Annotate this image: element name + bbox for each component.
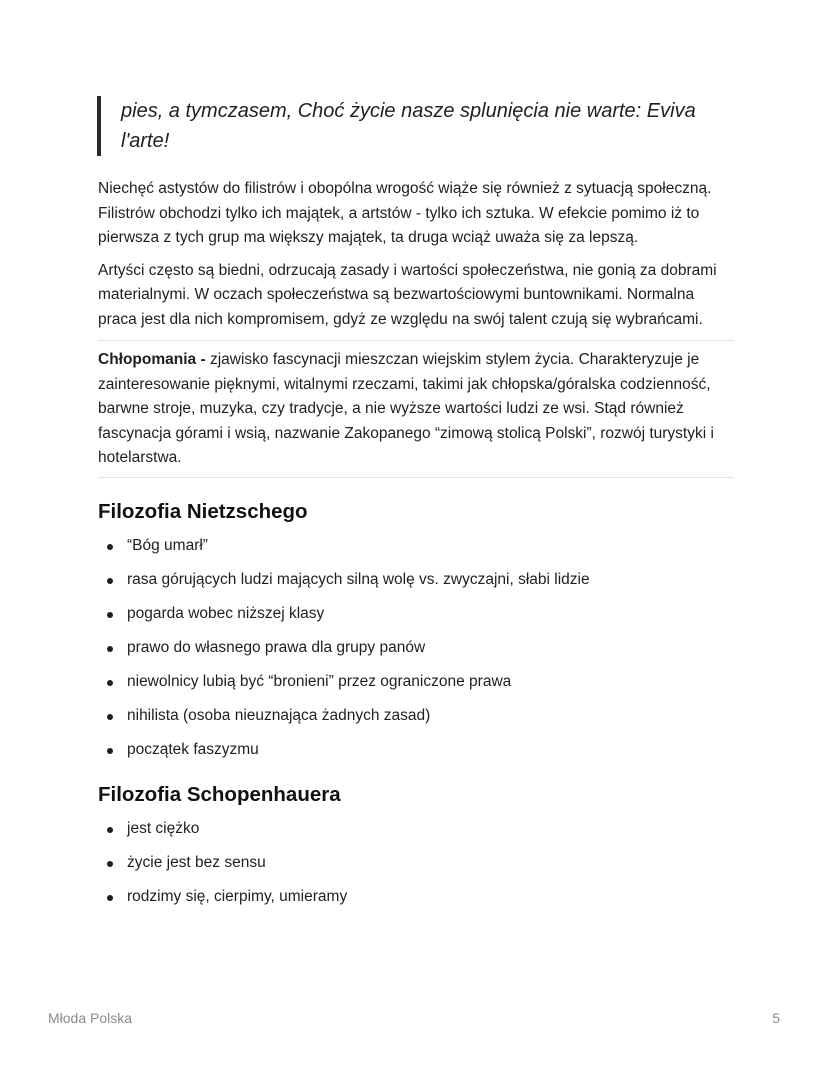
- list-item-text: jest ciężko: [127, 819, 200, 837]
- list-item: [98, 569, 734, 591]
- footer-title: Młoda Polska: [48, 1010, 133, 1026]
- definition-text: zjawisko fascynacji mieszczan wiejskim stylem życia. Charakteryzuje je zainteresowanie pięknymi, witalnymi rzeczami, takimi jak chłopska/góralska codzienność, barwne stroje, muzyka, czy tradycje, a nie wyższe wartości ludzi ze wsi. Stąd również fascynacja górami i wsią, nazwanie Zakopanego “zimową stolicą Polski”, rozwój turystyki i hotelarstwa.: [98, 351, 714, 466]
- page-number: 5: [772, 1010, 780, 1026]
- definition-paragraph: [98, 348, 734, 471]
- list-item-text: “Bóg umarł”: [127, 536, 208, 554]
- bullet-icon: [107, 895, 113, 901]
- quote-text: pies, a tymczasem, Choć życie nasze splunięcia nie warte: Eviva l'arte!: [121, 100, 696, 152]
- list-item-text: nihilista (osoba nieuznająca żadnych zasad): [127, 706, 431, 724]
- list-item: [98, 818, 734, 840]
- schopenhauer-list: [98, 818, 734, 908]
- paragraph-philistines: Niechęć astystów do filistrów i obopólna wrogość wiąże się również z sytuacją społeczną. Filistrów obchodzi tylko ich majątek, a artstów - tylko ich sztuka. W efekcie pomimo iż to pierwsza z tych grup ma większy majątek, ta druga wciąż uważa się za lepszą.: [98, 180, 712, 246]
- list-item-text: pogarda wobec niższej klasy: [127, 604, 325, 622]
- list-item-text: niewolnicy lubią być “bronieni” przez ograniczone prawa: [127, 672, 512, 690]
- list-item: [98, 886, 734, 908]
- nietzsche-list: [98, 535, 734, 761]
- list-item: [98, 739, 734, 761]
- paragraph-artists: Artyści często są biedni, odrzucają zasady i wartości społeczeństwa, nie gonią za dobrami materialnymi. W oczach społeczeństwa są bezwartościowymi buntownikami. Normalna praca jest dla nich kompromisem, gdyż ze względu na swój talent czują się wybrańcami.: [98, 261, 717, 328]
- list-item-text: prawo do własnego prawa dla grupy panów: [127, 638, 426, 656]
- document-body: [98, 177, 734, 908]
- list-item: [98, 705, 734, 727]
- list-item-text: rodzimy się, cierpimy, umieramy: [127, 887, 348, 905]
- list-item-text: początek faszyzmu: [127, 740, 259, 758]
- list-item: [98, 637, 734, 659]
- list-item: [98, 535, 734, 557]
- definition-term: Chłopomania -: [98, 351, 206, 368]
- bullet-icon: [107, 612, 113, 618]
- bullet-icon: [107, 578, 113, 584]
- list-item-text: życie jest bez sensu: [127, 853, 266, 871]
- section-heading-schopenhauer: Filozofia Schopenhauera: [98, 782, 341, 806]
- bullet-icon: [107, 714, 113, 720]
- bullet-icon: [107, 748, 113, 754]
- list-item-text: rasa górujących ludzi mających silną wolę vs. zwyczajni, słabi lidzie: [127, 570, 590, 588]
- divider-top: [98, 340, 734, 341]
- list-item: [98, 852, 734, 874]
- bullet-icon: [107, 544, 113, 550]
- blockquote: [97, 96, 741, 156]
- list-item: [98, 671, 734, 693]
- bullet-icon: [107, 861, 113, 867]
- bullet-icon: [107, 680, 113, 686]
- list-item: [98, 603, 734, 625]
- divider-bottom: [98, 477, 734, 478]
- bullet-icon: [107, 827, 113, 833]
- bullet-icon: [107, 646, 113, 652]
- section-heading-nietzsche: Filozofia Nietzschego: [98, 499, 308, 523]
